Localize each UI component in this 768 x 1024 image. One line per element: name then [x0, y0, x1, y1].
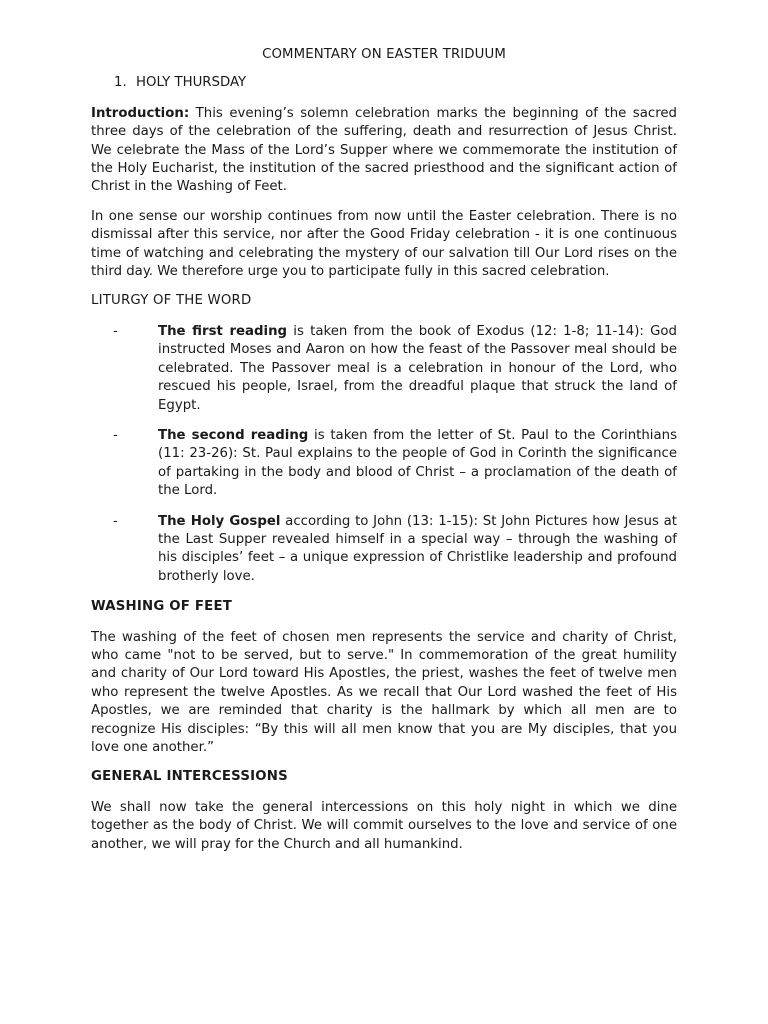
reading-text	[158, 513, 677, 587]
document-title: COMMENTARY ON EASTER TRIDUUM	[262, 47, 506, 62]
list-item	[91, 513, 677, 587]
intercessions-paragraph: We shall now take the general intercessions on this holy night in which we dine together as the body of Christ. We will commit ourselves to the love and service of one another, we will pray for the Church and all humankind.	[91, 799, 677, 852]
reading-lead: The first reading	[158, 323, 288, 339]
introduction-text: This evening’s solemn celebration marks the beginning of the sacred three days of the celebration of the suffering, death and resurrection of Jesus Christ. We celebrate the Mass of the Lord’s Supper where we commemorate the institution of the Holy Eucharist, the institution of the sacred priesthood and the significant action of Christ in the Washing of Feet.	[91, 105, 677, 195]
section-heading	[114, 74, 677, 92]
reading-body: is taken from the book of Exodus (12: 1-8; 11-14): God instructed Moses and Aaron on how the feast of the Passover meal should be celebrated. The Passover meal is a celebration in honour of the Lord, who rescued his people, Israel, from the dreadful plaque that struck the land of Egypt.	[158, 323, 677, 413]
introduction-paragraph	[91, 105, 677, 197]
bullet-dash: -	[113, 323, 118, 339]
washing-paragraph: The washing of the feet of chosen men represents the service and charity of Christ, who came "not to be served, but to serve." In commemoration of the great humility and charity of Our Lord toward His Apostles, the priest, washes the feet of twelve men who represent the twelve Apostles. As we recall that Our Lord washed the feet of His Apostles, we are reminded that charity is the hallmark by which all men are to recognize His disciples: “By this will all men know that you are My disciples, that you love one another.”	[91, 629, 677, 755]
reading-body: according to John (13: 1-15): St John Pictures how Jesus at the Last Supper revealed himself in a special way – through the washing of his disciples’ feet – a unique expression of Christlike leadership and profound brotherly love.	[158, 513, 677, 584]
reading-body: is taken from the letter of St. Paul to the Corinthians (11: 23-26): St. Paul explains to the people of God in Corinth the significance of partaking in the body and blood of Christ – a proclamation of the death of the Lord.	[158, 427, 677, 499]
liturgy-heading: LITURGY OF THE WORD	[91, 293, 252, 309]
reading-text	[158, 323, 677, 415]
introduction-lead: Introduction:	[91, 105, 190, 121]
bullet-dash: -	[113, 427, 118, 443]
reading-lead: The second reading	[158, 427, 309, 443]
bullet-dash: -	[113, 513, 118, 529]
intercessions-heading: GENERAL INTERCESSIONS	[91, 769, 288, 785]
section-title: HOLY THURSDAY	[136, 75, 247, 91]
list-item	[91, 427, 677, 501]
section-number: 1.	[114, 75, 127, 91]
list-item	[91, 323, 677, 415]
reading-text	[158, 427, 677, 501]
worship-paragraph: In one sense our worship continues from now until the Easter celebration. There is no dismissal after this service, nor after the Good Friday celebration - it is one continuous time of watching and celebrating the mystery of our salvation till Our Lord rises on the third day. We therefore urge you to participate fully in this sacred celebration.	[91, 208, 677, 280]
reading-lead: The Holy Gospel	[158, 513, 281, 529]
washing-heading: WASHING OF FEET	[91, 599, 233, 615]
readings-list	[91, 323, 677, 586]
